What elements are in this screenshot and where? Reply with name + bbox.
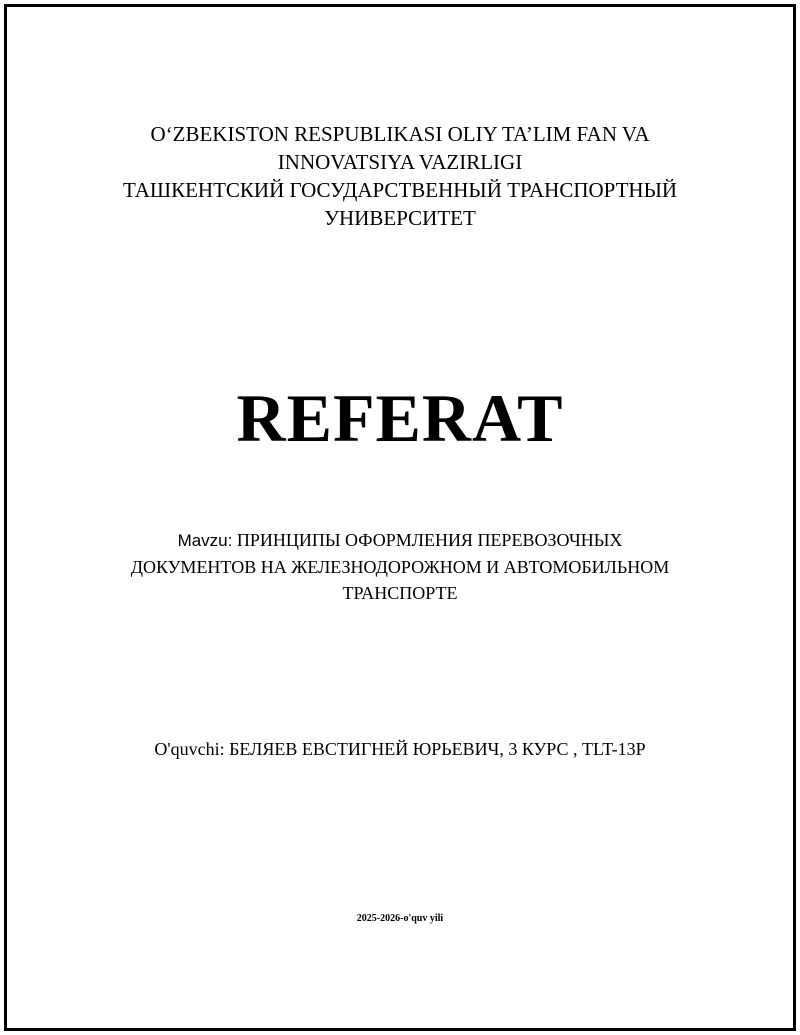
topic-text-line: ПРИНЦИПЫ ОФОРМЛЕНИЯ ПЕРЕВОЗОЧНЫХ xyxy=(236,530,623,550)
header-line: INNOVATSIYA VAZIRLIGI xyxy=(277,150,523,174)
header-line: УНИВЕРСИТЕТ xyxy=(324,206,476,230)
institution-header xyxy=(0,120,800,232)
student-name: БЕЛЯЕВ ЕВСТИГНЕЙ ЮРЬЕВИЧ, 3 КУРС , TLT-13P xyxy=(229,739,646,759)
topic-block xyxy=(0,527,800,606)
header-line: ТАШКЕНТСКИЙ ГОСУДАРСТВЕННЫЙ ТРАНСПОРТНЫЙ xyxy=(122,178,678,202)
academic-year: 2025-2026-o'quv yili xyxy=(356,913,444,924)
document-title: REFERAT xyxy=(236,380,564,456)
topic-first-line xyxy=(0,527,800,554)
student-block xyxy=(0,736,800,762)
student-label: O'quvchi: xyxy=(154,739,225,759)
topic-label: Mavzu: xyxy=(177,531,233,550)
topic-text-line: ТРАНСПОРТЕ xyxy=(342,583,458,603)
header-line: O‘ZBEKISTON RESPUBLIKASI OLIY TA’LIM FAN VA xyxy=(150,122,650,146)
topic-text-line: ДОКУМЕНТОВ НА ЖЕЛЕЗНОДОРОЖНОМ И АВТОМОБИЛЬНОМ xyxy=(130,557,670,577)
